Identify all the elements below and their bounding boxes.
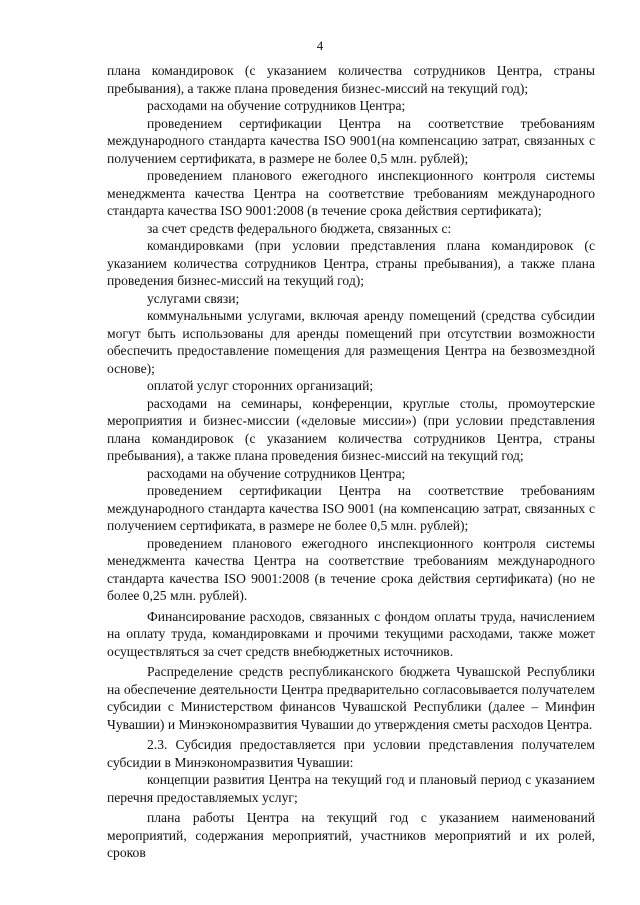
paragraph: расходами на семинары, конференции, круглые столы, промоутерские мероприятия и бизнес-миссии («деловые миссии») (при условии представления плана командировок (с указанием количества сотрудников Центра, страны пребывания), а также плана проведения бизнес-миссий на текущий год; xyxy=(107,395,595,463)
paragraph: плана работы Центра на текущий год с указанием наименований мероприятий, содержания мероприятий, участников мероприятий и их ролей, сроков xyxy=(107,810,595,860)
paragraph: оплатой услуг сторонних организаций; xyxy=(147,378,374,393)
paragraph: плана командировок (с указанием количества сотрудников Центра, страны пребывания), а также плана проведения бизнес-миссий на текущий год); xyxy=(107,63,595,96)
paragraph: командировками (при условии представления плана командировок (с указанием количества сотрудников Центра, страны пребывания), а также плана проведения бизнес-миссий на текущий год); xyxy=(107,238,595,288)
paragraph: проведением планового ежегодного инспекционного контроля системы менеджмента качества Центра на соответствие требованиям международного стандарта качества ISO 9001:2008 (в течение срока действия сертификата) (но не более 0,25 млн. рублей). xyxy=(107,535,595,603)
paragraph: проведением планового ежегодного инспекционного контроля системы менеджмента качества Центра на соответствие требованиям международного стандарта качества ISO 9001:2008 (в течение срока действия сертификата); xyxy=(107,168,595,218)
paragraph: расходами на обучение сотрудников Центра; xyxy=(147,98,406,113)
document-body xyxy=(107,62,595,862)
page-number: 4 xyxy=(316,38,324,53)
paragraph: Распределение средств республиканского бюджета Чувашской Республики на обеспечение деятельности Центра предварительно согласовывается получателем субсидии с Министерством финансов Чувашской Республики (далее – Минфин Чувашии) и Минэкономразвития Чувашии до утверждения сметы расходов Центра. xyxy=(107,664,595,732)
paragraph: услугами связи; xyxy=(147,290,240,306)
paragraph: проведением сертификации Центра на соответствие требованиям международного стандарта качества ISO 9001(на компенсацию затрат, связанных с получением сертификата, в размере не более 0,5 млн. рублей); xyxy=(107,115,595,166)
paragraph: 2.3. Субсидия предоставляется при условии представления получателем субсидии в Минэкономразвития Чувашии: xyxy=(107,737,595,770)
paragraph: коммунальными услугами, включая аренду помещений (средства субсидии могут быть использованы для аренды помещений при отсутствии возможности обеспечить предоставление помещения для размещения Центра на безвозмездной основе); xyxy=(107,308,595,376)
paragraph: расходами на обучение сотрудников Центра; xyxy=(147,465,406,481)
paragraph: концепции развития Центра на текущий год и плановый период с указанием перечня предоставляемых услуг; xyxy=(107,772,595,805)
paragraph: за счет средств федерального бюджета, связанных с: xyxy=(147,220,452,236)
paragraph: проведением сертификации Центра на соответствие требованиям международного стандарта качества ISO 9001 (на компенсацию затрат, связанных с получением сертификата, в размере не более 0,5 млн. рублей); xyxy=(107,483,595,533)
paragraph: Финансирование расходов, связанных с фондом оплаты труда, начислением на оплату труда, командировками и прочими текущими расходами, также может осуществляться за счет средств внебюджетных источников. xyxy=(107,608,595,659)
